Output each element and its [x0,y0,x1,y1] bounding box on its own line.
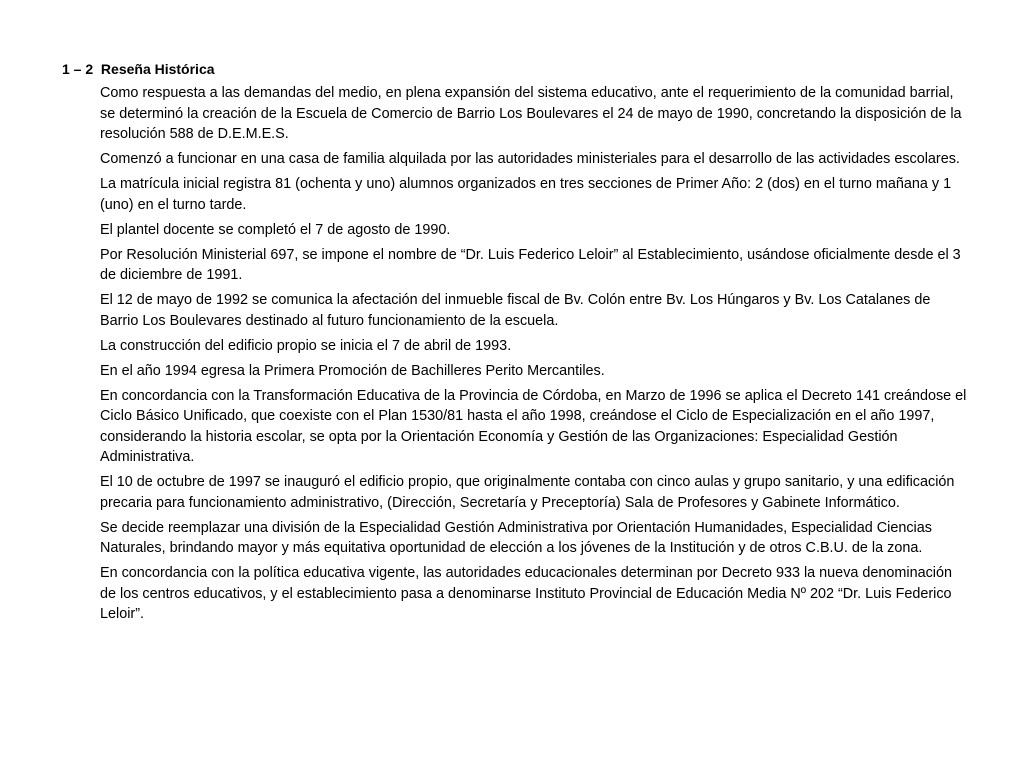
paragraph-rented-house: Comenzó a funcionar en una casa de familia alquilada por las autoridades ministeriales para el desarrollo de las actividades escolares. [100,151,960,167]
paragraph-building-inauguration: El 10 de octubre de 1997 se inauguró el edificio propio, que originalmente contaba con cinco aulas y grupo sanitario, y una edificación precaria para funcionamiento administrativo, (Dirección, Secretaría y Preceptoría) Sala de Profesores y Gabinete Informático. [100,474,955,511]
paragraph-orientation-change: Se decide reemplazar una división de la Especialidad Gestión Administrativa por Orientación Humanidades, Especialidad Ciencias Naturales, brindando mayor y más equitativa oportunidad de elección a los jóvenes de la Institución y de otros C.B.U. de la zona. [100,519,932,556]
paragraph-property-assignment: El 12 de mayo de 1992 se comunica la afectación del inmueble fiscal de Bv. Colón entre Bv. Los Húngaros y Bv. Los Catalanes de Barrio Los Boulevares destinado al futuro funcionamiento de la escuela. [100,292,931,329]
paragraph-educational-transformation: En concordancia con la Transformación Educativa de la Provincia de Córdoba, en Marzo de 1996 se aplica el Decreto 141 creándose el Ciclo Básico Unificado, que coexiste con el Plan 1530/81 hasta el año 1998, creándose el Ciclo de Especialización en el año 1997, considerando la historia escolar, se opta por la Orientación Economía y Gestión de las Organizaciones: Especialidad Gestión Administrativa. [100,387,967,465]
paragraph-new-denomination: En concordancia con la política educativa vigente, las autoridades educacionales determinan por Decreto 933 la nueva denominación de los centros educativos, y el establecimiento pasa a denominarse Instituto Provincial de Educación Media Nº 202 “Dr. Luis Federico Leloir”. [100,565,952,622]
paragraph-naming-resolution: Por Resolución Ministerial 697, se impone el nombre de “Dr. Luis Federico Leloir” al Establecimiento, usándose oficialmente desde el 3 de diciembre de 1991. [100,246,961,283]
paragraph-teaching-staff: El plantel docente se completó el 7 de agosto de 1990. [100,221,451,238]
paragraph-first-graduates: En el año 1994 egresa la Primera Promoción de Bachilleres Perito Mercantiles. [100,362,605,379]
paragraph-founding: Como respuesta a las demandas del medio, en plena expansión del sistema educativo, ante el requerimiento de la comunidad barrial, se determinó la creación de la Escuela de Comercio de Barrio Los Boulevares el 24 de mayo de 1990, concretando la disposición de la resolución 588 de D.E.M.E.S. [100,85,962,142]
paragraph-initial-enrollment: La matrícula inicial registra 81 (ochenta y uno) alumnos organizados en tres secciones de Primer Año: 2 (dos) en el turno mañana y 1 (uno) en el turno tarde. [100,176,952,213]
paragraph-construction-start: La construcción del edificio propio se inicia el 7 de abril de 1993. [100,337,512,354]
history-body [100,83,968,629]
section-heading: 1 – 2 Reseña Histórica [62,61,215,77]
